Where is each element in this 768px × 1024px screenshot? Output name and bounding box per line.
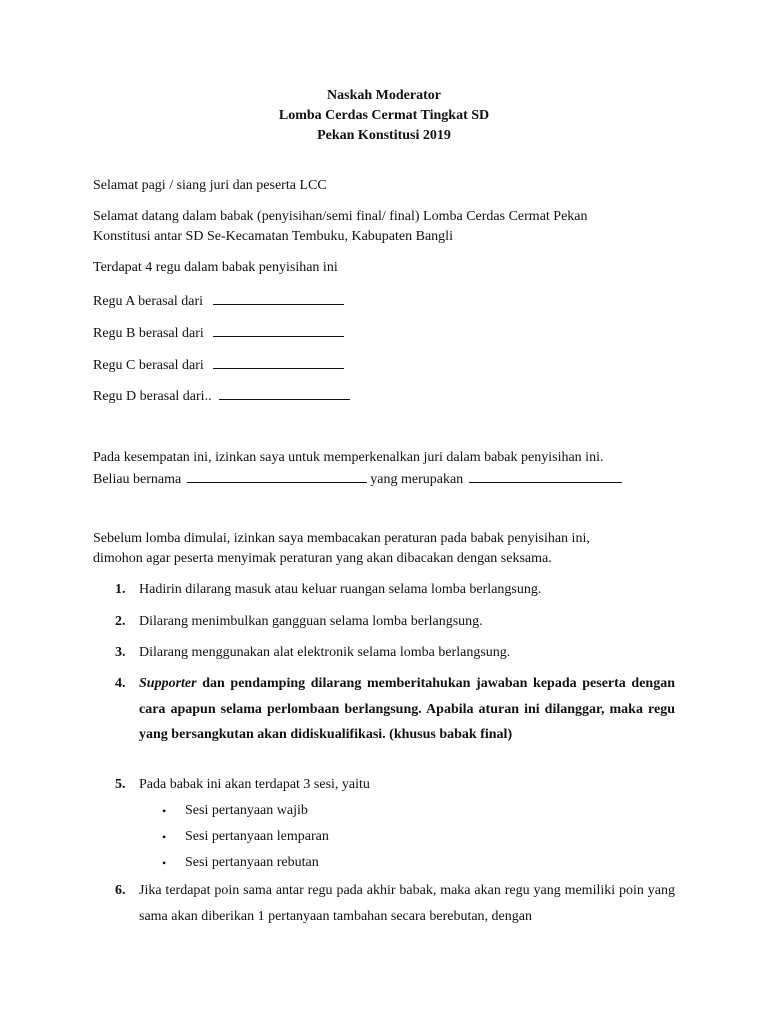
team-label: Regu B berasal dari	[93, 326, 204, 341]
rule-text	[139, 671, 675, 748]
jury-line-1: Pada kesempatan ini, izinkan saya untuk memperkenalkan juri dalam babak penyisihan ini.	[93, 450, 604, 465]
fill-in-blank	[213, 290, 344, 305]
rule-text: Hadirin dilarang masuk atau keluar ruangan selama lomba berlangsung.	[139, 582, 542, 597]
rule-number: 1.	[115, 582, 126, 597]
team-row	[93, 385, 678, 407]
rule-number: 2.	[115, 614, 126, 629]
header-line-3: Pekan Konstitusi 2019	[317, 128, 451, 143]
rules-intro-line-2: dimohon agar peserta menyimak peraturan yang akan dibacakan dengan seksama.	[93, 551, 552, 566]
teams-intro: Terdapat 4 regu dalam babak penyisihan ini	[93, 260, 338, 275]
bullet: •	[162, 804, 167, 818]
rule-text-body: dan pendamping dilarang memberitahukan jawaban kepada peserta dengan cara apapun selama perlombaan berlangsung. Apabila aturan ini dilanggar, maka regu yang bersangkutan akan didiskualifikasi. (khusus babak final)	[139, 676, 675, 743]
fill-in-blank	[219, 385, 350, 400]
welcome-line-2: Konstitusi antar SD Se-Kecamatan Tembuku, Kabupaten Bangli	[93, 229, 453, 244]
team-label: Regu D berasal dari..	[93, 389, 212, 404]
bullet: •	[162, 856, 167, 870]
fill-in-blank	[213, 354, 344, 369]
supporter-term: Supporter	[139, 676, 197, 691]
team-label: Regu A berasal dari	[93, 294, 204, 309]
header-line-2: Lomba Cerdas Cermat Tingkat SD	[278, 108, 490, 123]
team-row	[93, 322, 678, 344]
bullet: •	[162, 830, 167, 844]
session-item: Sesi pertanyaan wajib	[185, 803, 308, 818]
welcome-line-1: Selamat datang dalam babak (penyisihan/semi final/ final) Lomba Cerdas Cermat Pekan	[93, 209, 588, 224]
rule-number: 3.	[115, 645, 126, 660]
rule-number: 5.	[115, 777, 126, 792]
session-item: Sesi pertanyaan rebutan	[185, 855, 319, 870]
jury-prefix: Beliau bernama	[93, 472, 182, 487]
team-label: Regu C berasal dari	[93, 358, 204, 373]
team-row	[93, 354, 678, 376]
rule-text: Dilarang menimbulkan gangguan selama lomba berlangsung.	[139, 614, 483, 629]
session-item: Sesi pertanyaan lemparan	[185, 829, 329, 844]
fill-in-blank	[213, 322, 344, 337]
fill-in-blank	[187, 468, 367, 483]
rule-number: 4.	[115, 676, 126, 691]
greeting: Selamat pagi / siang juri dan peserta LCC	[93, 178, 327, 193]
rule-text: Dilarang menggunakan alat elektronik selama lomba berlangsung.	[139, 645, 511, 660]
jury-middle: yang merupakan	[370, 472, 464, 487]
header-line-1: Naskah Moderator	[327, 88, 441, 103]
rule-number: 6.	[115, 883, 126, 898]
jury-line-2	[93, 468, 678, 490]
team-row	[93, 290, 678, 312]
rule-text: Jika terdapat poin sama antar regu pada akhir babak, maka akan regu yang memiliki poin yang sama akan diberikan 1 pertanyaan tambahan secara berebutan, dengan	[139, 883, 675, 924]
rules-intro-line-1: Sebelum lomba dimulai, izinkan saya membacakan peraturan pada babak penyisihan ini,	[93, 531, 590, 546]
fill-in-blank	[469, 468, 622, 483]
rule-text: Pada babak ini akan terdapat 3 sesi, yaitu	[139, 777, 370, 792]
